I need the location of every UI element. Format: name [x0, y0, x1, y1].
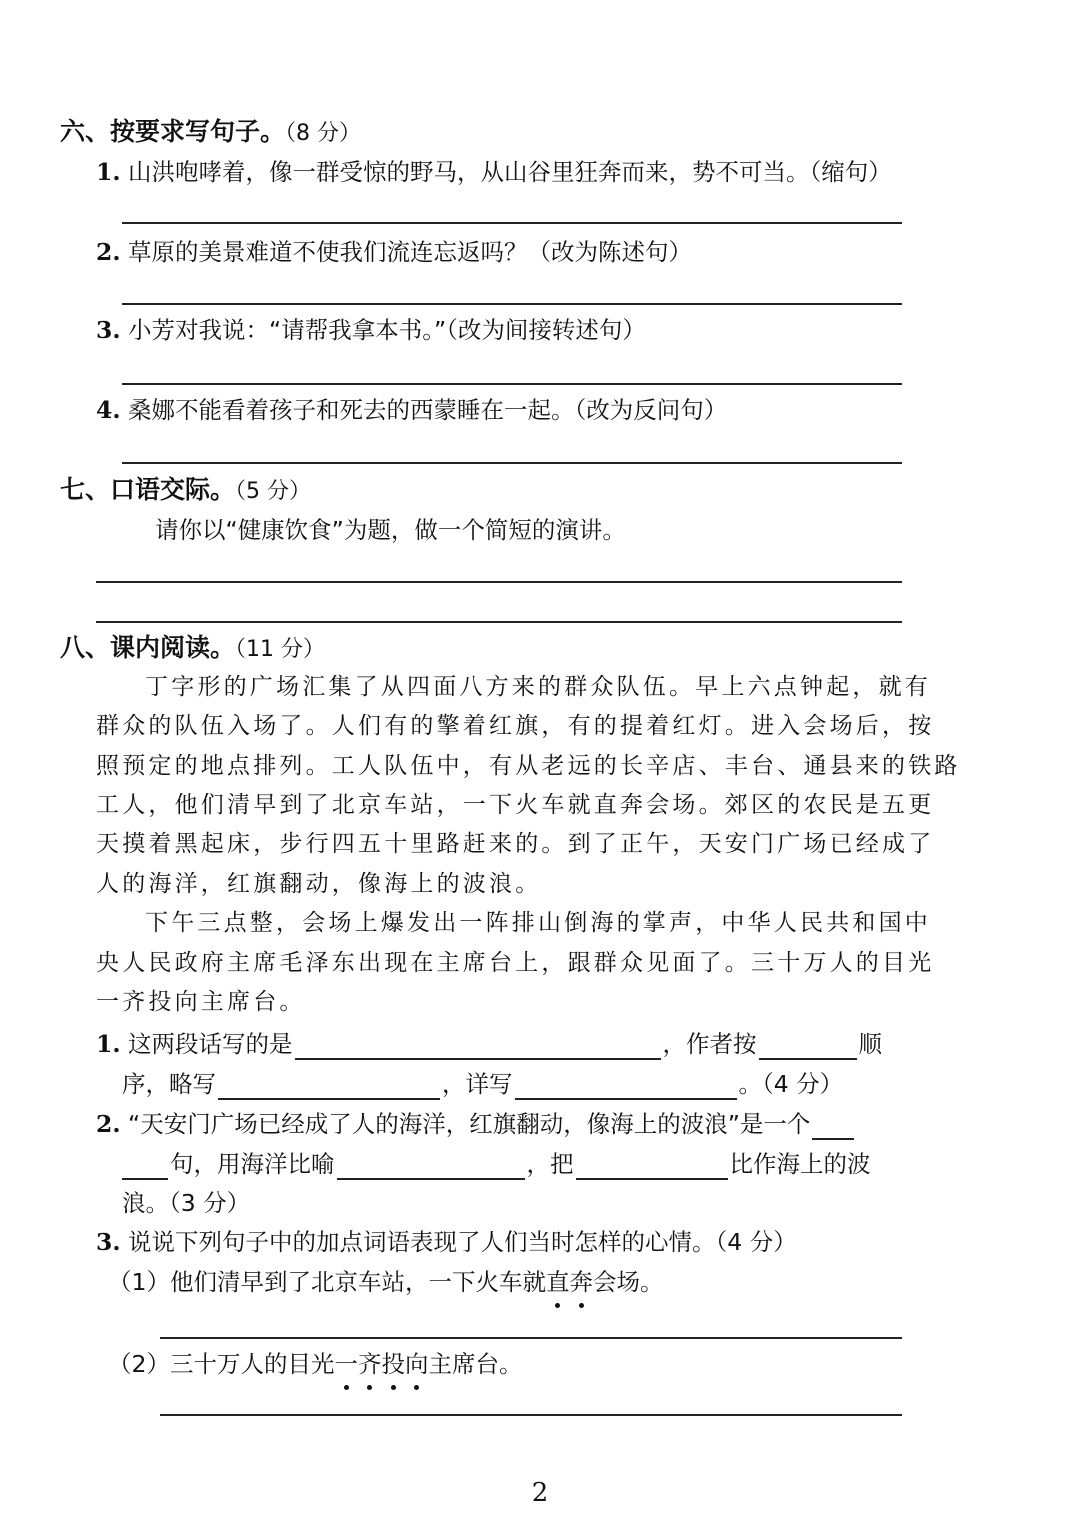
emphasis-dot-word: 一	[334, 1350, 358, 1378]
section-6-title: 六、按要求写句子。	[60, 117, 286, 146]
question-8-3: 3. 说说下列句子中的加点词语表现了人们当时怎样的心情。（4 分）	[96, 1228, 797, 1256]
answer-line-6-2[interactable]	[122, 303, 902, 305]
answer-line-8-3-2[interactable]	[160, 1414, 902, 1416]
emphasis-dot-word: 齐	[357, 1350, 382, 1378]
section-8-title: 八、课内阅读。	[60, 633, 236, 662]
emphasis-dot-word: 向	[404, 1350, 429, 1378]
question-8-2-cont: 句，用海洋比喻 ，把 比作海上的波	[122, 1148, 871, 1180]
passage-line: 人的海洋，红旗翻动，像海上的波浪。	[96, 871, 542, 897]
passage-line: 央人民政府主席毛泽东出现在主席台上，跟群众见面了。三十万人的目光	[96, 950, 935, 976]
blank-8-1-a[interactable]	[295, 1030, 661, 1060]
section-8-heading	[60, 632, 325, 666]
question-6-1: 1. 山洪咆哮着，像一群受惊的野马，从山谷里狂奔而来，势不可当。（缩句）	[96, 158, 892, 186]
passage-line: 下午三点整，会场上爆发出一阵排山倒海的掌声，中华人民共和国中	[145, 910, 931, 936]
question-8-2-cont2: 浪。（3 分）	[122, 1189, 251, 1217]
section-7-prompt: 请你以“健康饮食”为题，做一个简短的演讲。	[155, 516, 626, 544]
passage-line: 丁字形的广场汇集了从四面八方来的群众队伍。早上六点钟起，就有	[145, 674, 931, 700]
passage-line: 工人，他们清早到了北京车站，一下火车就直奔会场。郊区的农民是五更	[96, 792, 935, 818]
emphasis-dot-word: 直	[545, 1268, 570, 1296]
blank-8-2-d[interactable]	[576, 1150, 728, 1180]
blank-8-1-d[interactable]	[515, 1070, 737, 1100]
section-7-points: （5 分）	[235, 479, 312, 504]
section-7-heading	[60, 474, 311, 508]
answer-line-8-3-1[interactable]	[160, 1337, 902, 1339]
section-7-title: 七、口语交际。	[60, 475, 236, 504]
section-6-points: （8 分）	[285, 121, 362, 146]
emphasis-dot-word: 奔	[569, 1268, 593, 1296]
page-number: 2	[531, 1478, 549, 1508]
answer-line-6-3[interactable]	[122, 383, 902, 385]
answer-line-6-1[interactable]	[122, 222, 902, 224]
question-6-3: 3. 小芳对我说：“请帮我拿本书。”（改为间接转述句）	[96, 316, 646, 344]
answer-line-7-1[interactable]	[96, 581, 902, 583]
question-8-3-sub1: （1）他们清早到了北京车站，一下火车就直奔会场。	[108, 1268, 664, 1296]
passage-line: 群众的队伍入场了。人们有的擎着红旗，有的提着红灯。进入会场后，按	[96, 713, 935, 739]
question-6-2: 2. 草原的美景难道不使我们流连忘返吗？（改为陈述句）	[96, 238, 693, 266]
passage-line: 天摸着黑起床，步行四五十里路赶来的。到了正午，天安门广场已经成了	[96, 831, 935, 857]
question-8-3-sub2: （2）三十万人的目光一齐投向主席台。	[108, 1350, 523, 1378]
section-8-points: （11 分）	[235, 637, 326, 662]
answer-line-7-2[interactable]	[96, 621, 902, 623]
answer-line-6-4[interactable]	[122, 462, 902, 464]
question-6-4: 4. 桑娜不能看着孩子和死去的西蒙睡在一起。（改为反问句）	[96, 396, 728, 424]
blank-8-2-b[interactable]	[122, 1150, 168, 1180]
blank-8-2-c[interactable]	[337, 1150, 525, 1180]
question-8-1-cont: 序，略写 ，详写 。（4 分）	[122, 1070, 844, 1098]
emphasis-dot-word: 投	[381, 1350, 405, 1378]
blank-8-1-c[interactable]	[218, 1070, 440, 1100]
section-6-heading	[60, 116, 361, 150]
blank-8-1-b[interactable]	[759, 1030, 857, 1060]
passage-line: 照预定的地点排列。工人队伍中，有从老远的长辛店、丰台、通县来的铁路	[96, 753, 961, 779]
blank-8-2-a[interactable]	[812, 1110, 854, 1140]
question-8-2: 2. “天安门广场已经成了人的海洋，红旗翻动，像海上的波浪”是一个	[96, 1108, 856, 1140]
question-8-1: 1. 这两段话写的是 ，作者按 顺	[96, 1030, 883, 1058]
passage-line: 一齐投向主席台。	[96, 989, 306, 1015]
